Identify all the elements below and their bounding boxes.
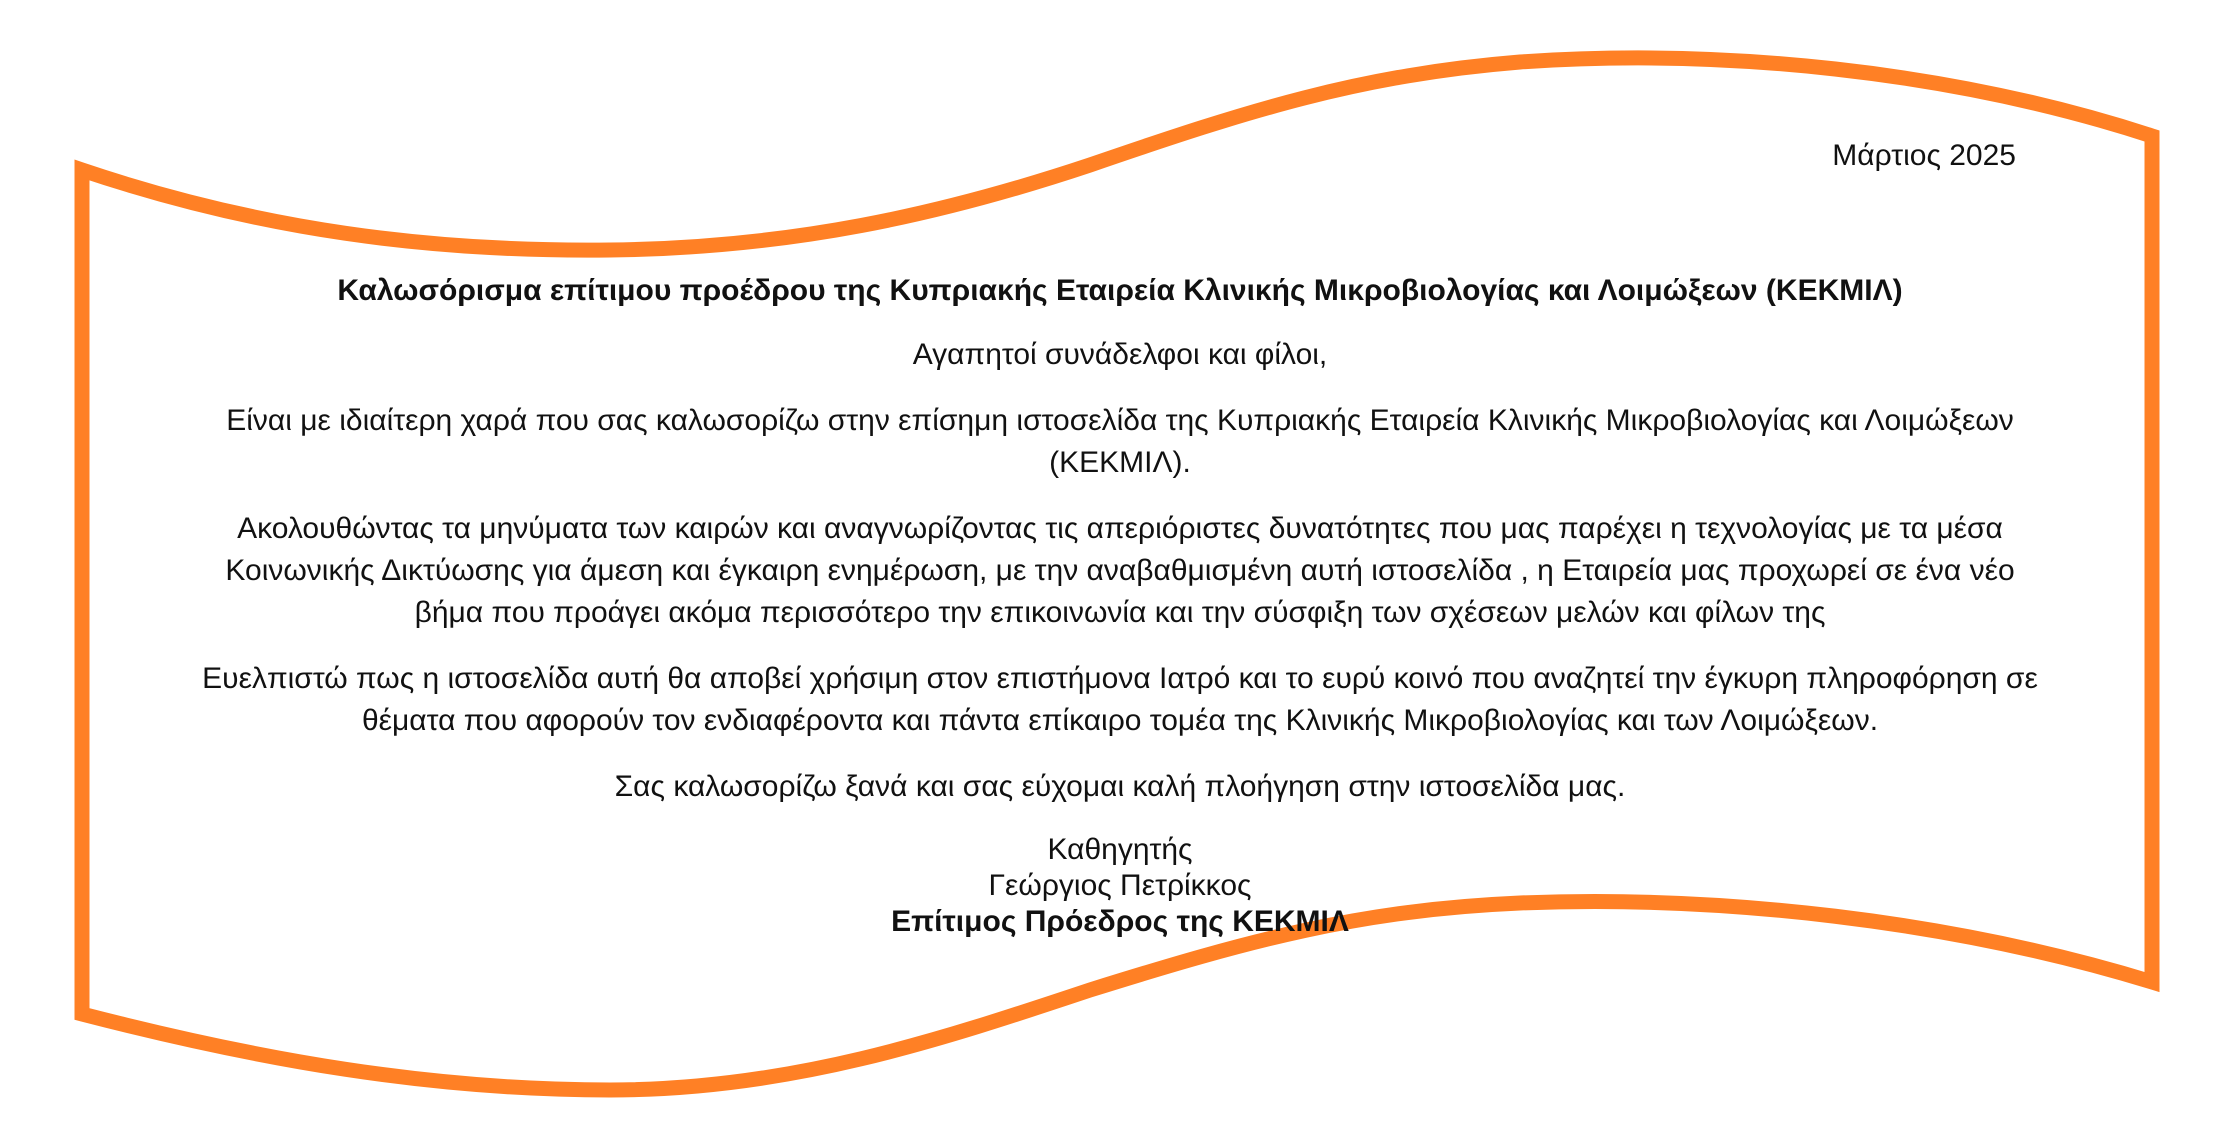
letter-date: Μάρτιος 2025 bbox=[1832, 139, 2016, 172]
signature-title: Καθηγητής bbox=[1047, 833, 1193, 866]
letter-greeting: Αγαπητοί συνάδελφοι και φίλοι, bbox=[912, 338, 1328, 371]
signature-block bbox=[120, 832, 2120, 940]
letter-paragraph-4: Σας καλωσορίζω ξανά και σας εύχομαι καλή πλοήγηση στην ιστοσελίδα μας. bbox=[614, 770, 1626, 803]
signature-role: Επίτιμος Πρόεδρος της ΚΕΚΜΙΛ bbox=[891, 905, 1349, 938]
letter-paragraph-1: Είναι με ιδιαίτερη χαρά που σας καλωσορίζω στην επίσημη ιστοσελίδα της Κυπριακής Εταιρεία Κλινικής Μικροβιολογίας και Λοιμώξεων (ΚΕΚΜΙΛ). bbox=[226, 404, 2014, 479]
letter-paragraph-2: Ακολουθώντας τα μηνύματα των καιρών και αναγνωρίζοντας τις απεριόριστες δυνατότητες που μας παρέχει η τεχνολογίας με τα μέσα Κοινωνικής Δικτύωσης για άμεση και έγκαιρη ενημέρωση, με την αναβαθμισμένη αυτή ιστοσελίδα , η Εταιρεία μας προχωρεί σε ένα νέο βήμα που προάγει ακόμα περισσότερο την επικοινωνία και την σύσφιξη των σχέσεων μελών και φίλων της bbox=[225, 512, 2015, 629]
letter-paragraph-3: Ευελπιστώ πως η ιστοσελίδα αυτή θα αποβεί χρήσιμη στον επιστήμονα Ιατρό και το ευρύ κοινό που αναζητεί την έγκυρη πληροφόρηση σε θέματα που αφορούν τον ενδιαφέροντα και πάντα επίκαιρο τομέα της Κλινικής Μικροβιολογίας και των Λοιμώξεων. bbox=[202, 662, 2038, 737]
signature-name: Γεώργιος Πετρίκκος bbox=[988, 869, 1252, 902]
letter-heading: Καλωσόρισμα επίτιμου προέδρου της Κυπριακής Εταιρεία Κλινικής Μικροβιολογίας και Λοιμώξεων (ΚΕΚΜΙΛ) bbox=[337, 274, 1903, 307]
letter-body bbox=[120, 270, 2120, 940]
